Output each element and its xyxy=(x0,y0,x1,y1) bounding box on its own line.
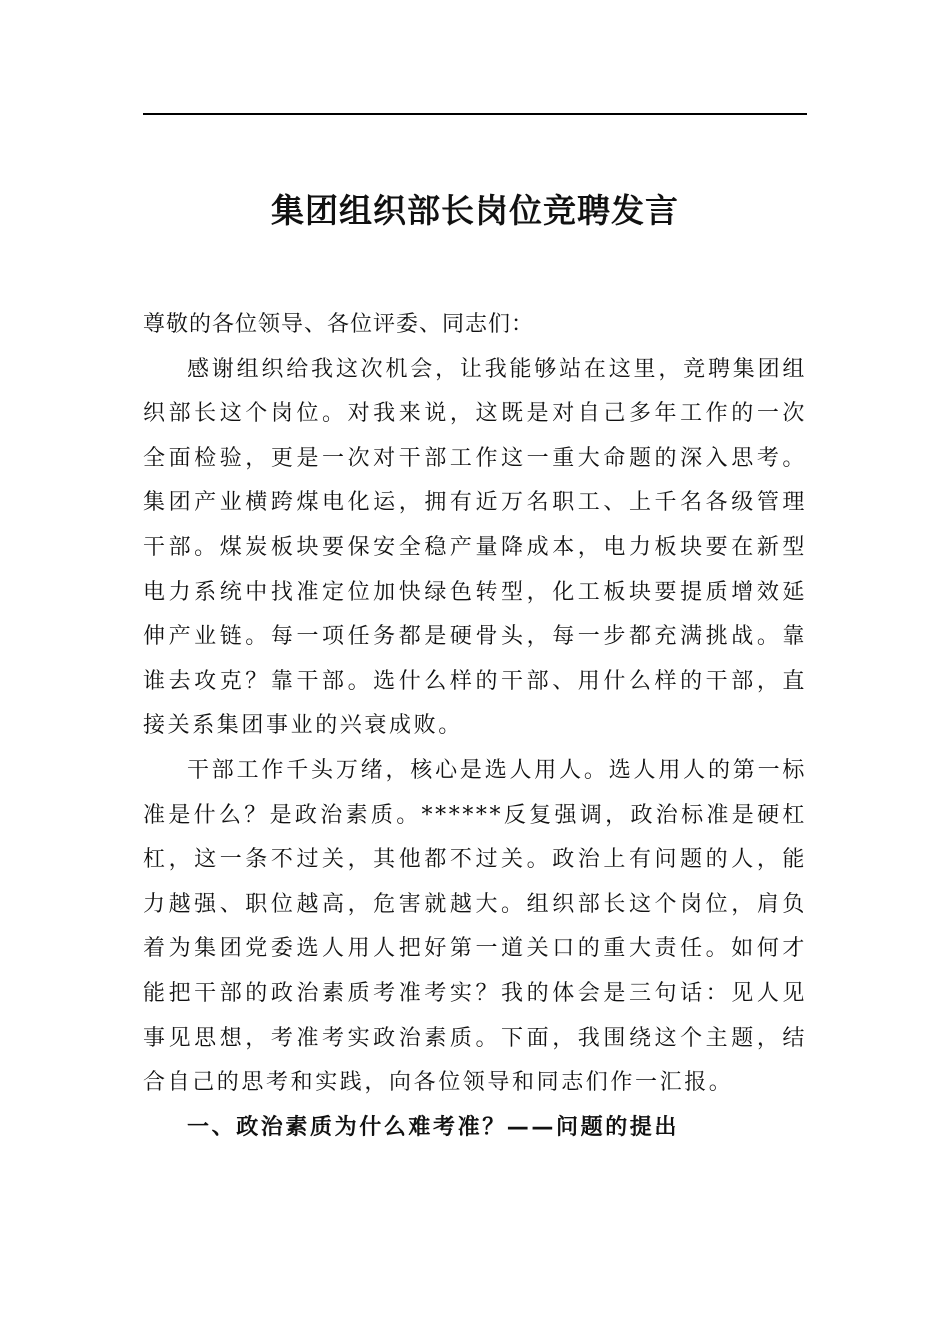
paragraph: 感谢组织给我这次机会，让我能够站在这里，竞聘集团组织部长这个岗位。对我来说，这既是对自己多年工作的一次全面检验，更是一次对干部工作这一重大命题的深入思考。集团产业横跨煤电化运，拥有近万名职工、上千名各级管理干部。煤炭板块要保安全稳产量降成本，电力板块要在新型电力系统中找准定位加快绿色转型，化工板块要提质增效延伸产业链。每一项任务都是硬骨头，每一步都充满挑战。靠谁去攻克？靠干部。选什么样的干部、用什么样的干部，直接关系集团事业的兴衰成败。 xyxy=(143,356,807,739)
document-body xyxy=(143,303,807,1150)
document-title: 集团组织部长岗位竞聘发言 xyxy=(271,191,679,230)
section-heading: 一、政治素质为什么难考准？——问题的提出 xyxy=(187,1114,680,1140)
paragraph: 干部工作千头万绪，核心是选人用人。选人用人的第一标准是什么？是政治素质。******反复强调，政治标准是硬杠杠，这一条不过关，其他都不过关。政治上有问题的人，能力越强、职位越高，危害就越大。组织部长这个岗位，肩负着为集团党委选人用人把好第一道关口的重大责任。如何才能把干部的政治素质考准考实？我的体会是三句话：见人见事见思想，考准考实政治素质。下面，我围绕这个主题，结合自己的思考和实践，向各位领导和同志们作一汇报。 xyxy=(143,757,807,1096)
salutation: 尊敬的各位领导、各位评委、同志们： xyxy=(143,312,535,337)
header-rule xyxy=(143,113,807,115)
